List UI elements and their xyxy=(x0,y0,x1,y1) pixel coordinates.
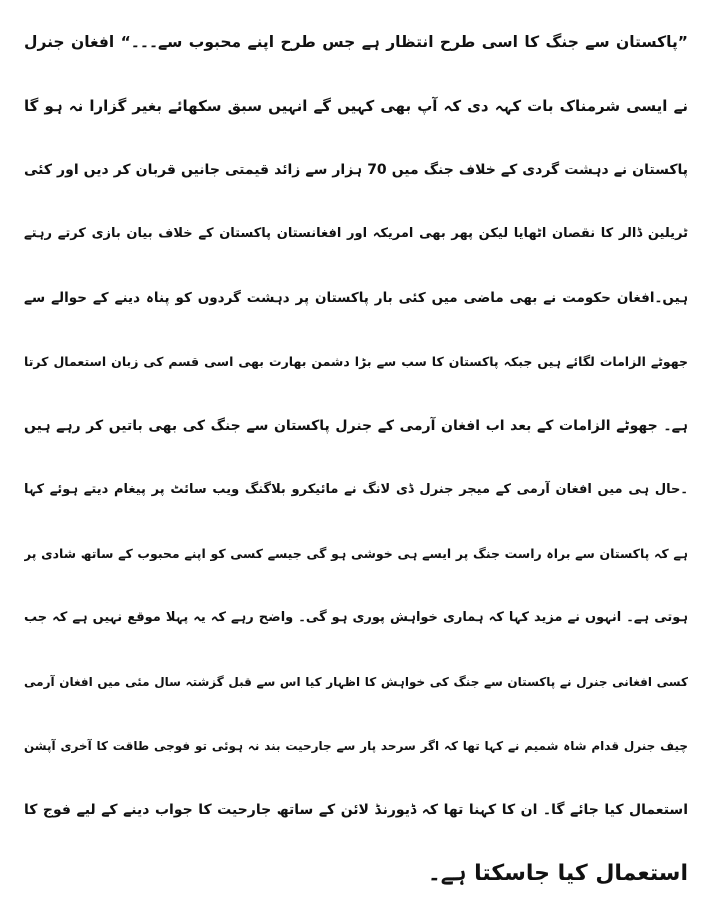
article-line: ”پاکستان سے جنگ کا اسی طرح انتظار ہے جس طرح اپنے محبوب سے۔۔۔“ افغان جنرل xyxy=(24,33,688,51)
article-line: چیف جنرل قدام شاہ شمیم نے کہا تھا کہ اگر سرحد پار سے جارحیت بند نہ ہوئی تو فوجی طاقت کا آخری آپشن xyxy=(24,739,688,753)
article-line: ہے۔ جھوٹے الزامات کے بعد اب افغان آرمی کے جنرل پاکستان سے جنگ کی بھی باتیں کر رہے ہیں xyxy=(24,418,688,434)
article-line: ہوتی ہے۔ انہوں نے مزید کہا کہ ہماری خواہش پوری ہو گی۔ واضح رہے کہ یہ پہلا موقع نہیں ہے کہ جب xyxy=(24,610,688,625)
article-line: کسی افغانی جنرل نے پاکستان سے جنگ کی خواہش کا اظہار کیا اس سے قبل گزشتہ سال مئی میں افغان آرمی xyxy=(24,675,688,689)
article-line: جھوٹے الزامات لگائے ہیں جبکہ پاکستان کا سب سے بڑا دشمن بھارت بھی اسی قسم کی زبان استعمال کرتا xyxy=(24,354,688,369)
article-line: ہیں۔افغان حکومت نے بھی ماضی میں کئی بار پاکستان پر دہشت گردوں کو پناہ دینے کے حوالے سے xyxy=(24,290,688,306)
article-line: ہے کہ پاکستان سے براہ راست جنگ پر ایسے ہی خوشی ہو گی جیسے کسی کو اپنے محبوب کے ساتھ شادی پر xyxy=(24,546,688,561)
article-line: ٹریلین ڈالر کا نقصان اٹھایا لیکن پھر بھی امریکہ اور افغانستان پاکستان کے خلاف بیان بازی کرتے رہتے xyxy=(24,226,688,241)
article-line: نے ایسی شرمناک بات کہہ دی کہ آپ بھی کہیں گے انہیں سبق سکھائے بغیر گزارا نہ ہو گا xyxy=(24,97,688,115)
article-line: ۔حال ہی میں افغان آرمی کے میجر جنرل ڈی لانگ نے مائیکرو بلاگنگ ویب سائٹ پر پیغام دیتے ہوئے کہا xyxy=(24,482,688,497)
article-line: استعمال کیا جائے گا۔ ان کا کہنا تھا کہ ڈیورنڈ لائن کے ساتھ جارحیت کا جواب دینے کے لیے فوج کا xyxy=(24,802,688,818)
article-line-last: استعمال کیا جاسکتا ہے۔ xyxy=(427,861,688,886)
article-line: پاکستان نے دہشت گردی کے خلاف جنگ میں 70 ہزار سے زائد قیمتی جانیں قربان کر دیں اور کئی xyxy=(24,162,688,178)
